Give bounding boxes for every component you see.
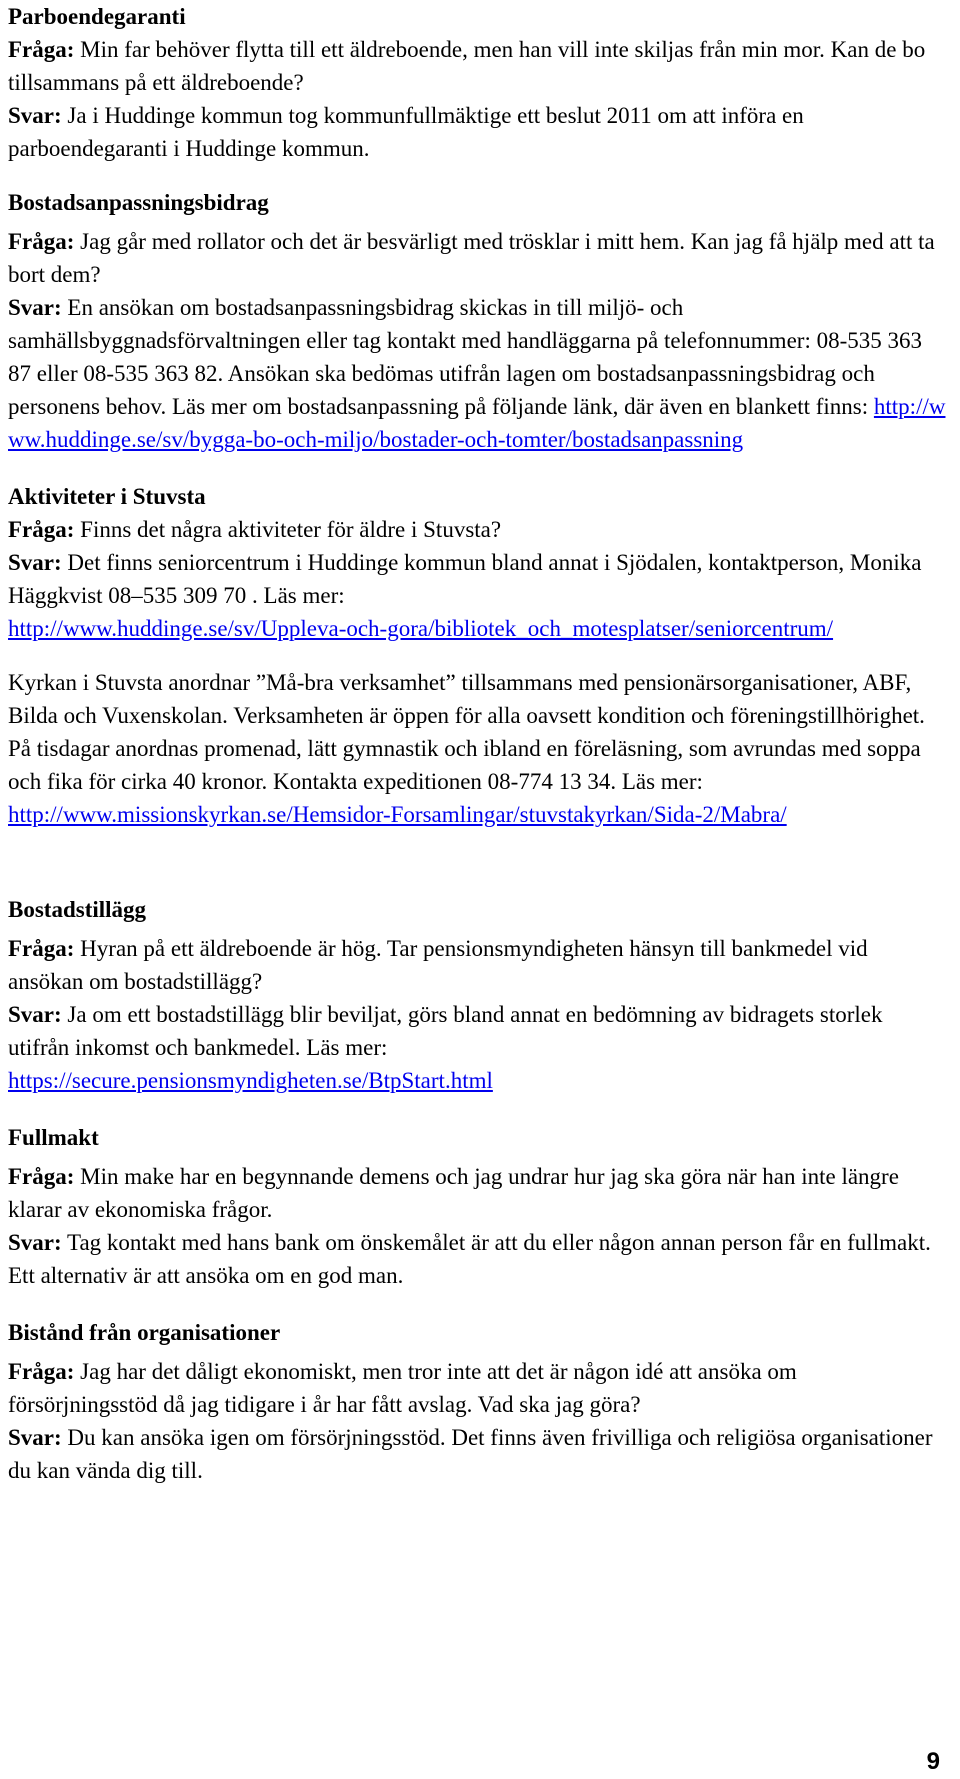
document-page (8, 0, 948, 1487)
question-text: Min far behöver flytta till ett äldreboende, men han vill inte skiljas från min mor. Kan de bo tillsammans på ett äldreboende? (8, 37, 926, 95)
seniorcentrum-link[interactable]: http://www.huddinge.se/sv/Uppleva-och-gora/bibliotek_och_motesplatser/seniorcentrum/ (8, 616, 834, 641)
question-label: Fråga: (8, 1359, 75, 1384)
section-heading: Parboendegaranti (8, 4, 186, 29)
answer-text: Ja i Huddinge kommun tog kommunfullmäktige ett beslut 2011 om att införa en parboendegaranti i Huddinge kommun. (8, 103, 804, 161)
answer-label: Svar: (8, 1230, 62, 1255)
question (8, 225, 948, 291)
section-parboendegaranti (8, 0, 948, 165)
question-label: Fråga: (8, 37, 75, 62)
answer (8, 99, 948, 165)
section-heading: Aktiviteter i Stuvsta (8, 484, 206, 509)
question-label: Fråga: (8, 229, 75, 254)
answer-label: Svar: (8, 295, 62, 320)
answer-text: Du kan ansöka igen om försörjningsstöd. Det finns även frivilliga och religiösa organisationer du kan vända dig till. (8, 1425, 933, 1483)
section-heading: Bostadsanpassningsbidrag (8, 190, 269, 215)
section-aktiviteter-i-stuvsta (8, 480, 948, 831)
mabra-link[interactable]: http://www.missionskyrkan.se/Hemsidor-Forsamlingar/stuvstakyrkan/Sida-2/Mabra/ (8, 802, 787, 827)
answer-label: Svar: (8, 1002, 62, 1027)
section-fullmakt (8, 1121, 948, 1292)
answer (8, 291, 948, 456)
section-bostadstillagg (8, 893, 948, 1097)
answer-label: Svar: (8, 1425, 62, 1450)
question-text: Min make har en begynnande demens och jag undrar hur jag ska göra när han inte längre klarar av ekonomiska frågor. (8, 1164, 899, 1222)
section-heading: Bistånd från organisationer (8, 1320, 281, 1345)
answer-text: En ansökan om bostadsanpassningsbidrag skickas in till miljö- och samhällsbyggnadsförvaltningen eller tag kontakt med handläggarna på telefonnummer: 08-535 363 87 eller 08-535 363 82. Ansökan ska bedömas utifrån lagen om bostadsanpassningsbidrag och personens behov. Läs mer om bostadsanpassning på följande länk, där även en blankett finns: (8, 295, 922, 419)
bostadsanpassning-link[interactable]: http://www.huddinge.se/sv/bygga-bo-och-miljo/bostader-och-tomter/bostadsanpassning (8, 394, 946, 452)
extra-paragraph-text: Kyrkan i Stuvsta anordnar ”Må-bra verksamhet” tillsammans med pensionärsorganisationer, ABF, Bilda och Vuxenskolan. Verksamheten är öppen för alla oavsett kondition och föreningstillhörighet. På tisdagar anordnas promenad, lätt gymnastik och ibland en föreläsning, som avrundas med soppa och fika för cirka 40 kronor. Kontakta expeditionen 08-774 13 34. Läs mer: (8, 670, 925, 794)
question (8, 1355, 948, 1421)
answer-text: Ja om ett bostadstillägg blir beviljat, görs bland annat en bedömning av bidragets storlek utifrån inkomst och bankmedel. Läs mer: (8, 1002, 883, 1060)
answer (8, 1421, 948, 1487)
section-heading: Bostadstillägg (8, 897, 147, 922)
answer-text: Det finns seniorcentrum i Huddinge kommun bland annat i Sjödalen, kontaktperson, Monika Häggkvist 08–535 309 70 . Läs mer: (8, 550, 922, 608)
answer-label: Svar: (8, 103, 62, 128)
question-label: Fråga: (8, 1164, 75, 1189)
answer-label: Svar: (8, 550, 62, 575)
section-heading: Fullmakt (8, 1125, 99, 1150)
question-text: Hyran på ett äldreboende är hög. Tar pensionsmyndigheten hänsyn till bankmedel vid ansökan om bostadstillägg? (8, 936, 868, 994)
section-bistand-fran-organisationer (8, 1316, 948, 1487)
question-text: Jag går med rollator och det är besvärligt med trösklar i mitt hem. Kan jag få hjälp med att ta bort dem? (8, 229, 935, 287)
answer (8, 1226, 948, 1292)
question (8, 513, 948, 546)
extra-paragraph (8, 666, 948, 831)
question (8, 932, 948, 998)
section-bostadsanpassningsbidrag (8, 186, 948, 456)
question-label: Fråga: (8, 936, 75, 961)
page-number: 9 (926, 1748, 940, 1775)
question (8, 33, 948, 99)
question-label: Fråga: (8, 517, 75, 542)
answer (8, 546, 948, 645)
answer (8, 998, 948, 1097)
question-text: Jag har det dåligt ekonomiskt, men tror inte att det är någon idé att ansöka om försörjningsstöd då jag tidigare i år har fått avslag. Vad ska jag göra? (8, 1359, 797, 1417)
question-text: Finns det några aktiviteter för äldre i Stuvsta? (80, 517, 502, 542)
answer-text: Tag kontakt med hans bank om önskemålet är att du eller någon annan person får en fullmakt. Ett alternativ är att ansöka om en god man. (8, 1230, 931, 1288)
question (8, 1160, 948, 1226)
pensionsmyndigheten-link[interactable]: https://secure.pensionsmyndigheten.se/BtpStart.html (8, 1068, 493, 1093)
